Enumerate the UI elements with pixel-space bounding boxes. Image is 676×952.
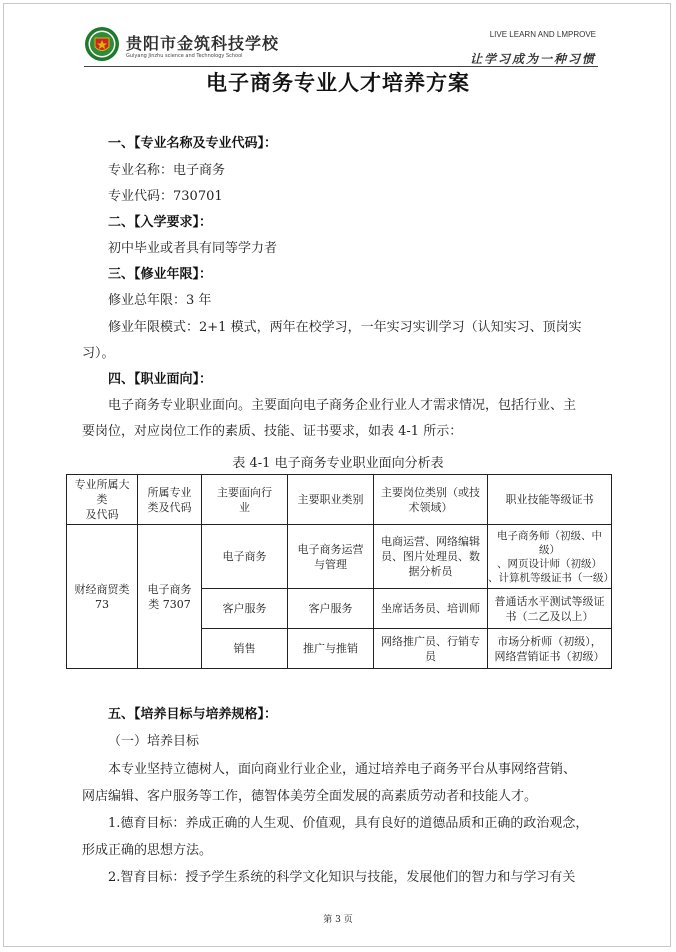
section-3-heading: 三、【修业年限】： [108,267,213,282]
cell-text: 员、图片处理员、数 [381,550,480,563]
cell-text: 员 [425,649,436,663]
header-cell: 职业技能等级证书 [488,475,612,525]
header-cell [67,475,138,525]
occupation-cell [288,525,374,589]
moral-goal-line-2: 形成正确的思想方法。 [82,843,213,858]
industry-cell: 电子商务 [202,525,288,589]
cell-text: 、计算机等级证书（一级） [488,571,614,584]
header-text: 主要岗位类别（或技 [381,485,480,499]
header-text: 所属专业 [147,485,192,499]
cell-text: 级） [539,543,560,556]
cell-text: 与管理 [314,557,347,571]
cell-text: 据分析员 [408,565,453,578]
table-row [67,525,612,589]
occupation-cell: 客户服务 [288,589,374,629]
header-cell [202,475,288,525]
header-cell [138,475,202,525]
goal-paragraph-line-1: 本专业坚持立德树人，面向商业行业企业，通过培养电子商务平台从事网络营销、 [108,762,577,777]
school-name-en: Guiyang Jinzhu science and Technology School [126,53,243,59]
career-table [66,474,612,669]
post-cell [374,525,488,589]
career-text-line-1: 电子商务专业职业面向。主要面向电子商务企业行业人才需求情况，包括行业、主 [108,398,577,413]
header-text: 主要面向行 [217,485,272,499]
cell-text: 普通话水平测试等级证 [494,594,605,608]
study-mode-line-1: 修业年限模式：2+1 模式，两年在校学习，一年实习实训学习（认知实习、顶岗实 [108,320,582,335]
major-class-cell [138,525,202,669]
section-1-heading: 一、【专业名称及专业代码】： [108,136,278,151]
study-mode-line-2: 习）。 [82,346,115,361]
table-header-row [67,475,612,525]
cell-text: 类 7307 [148,597,191,611]
major-name: 专业名称：电子商务 [108,163,226,178]
header-cell [374,475,488,525]
subsection-goal: （一）培养目标 [108,734,200,749]
certificate-cell [488,629,612,669]
school-logo-icon [84,26,120,62]
moral-goal-line-1: 1.德育目标：养成正确的人生观、价值观，具有良好的道德品质和正确的政治观念， [108,816,589,831]
header-text: 及代码 [85,508,119,521]
major-code: 专业代码：730701 [108,189,223,204]
cell-text: 网络营销证书（初级） [494,649,605,663]
industry-cell: 销售 [202,629,288,669]
school-name: 贵阳市金筑科技学校 [126,34,280,53]
certificate-cell [488,525,612,589]
cell-text: 电子商务 [147,582,192,596]
section-2-heading: 二、【入学要求】： [108,215,213,230]
cell-text: 书（二乙及以上） [505,609,594,623]
header-text: 类及代码 [147,500,192,514]
admission-text: 初中毕业或者具有同等学力者 [108,241,278,256]
cell-text: 电子商务师（初级、中 [497,529,602,542]
post-cell: 坐席话务员、培训师 [374,589,488,629]
post-cell [374,629,488,669]
cell-text: 73 [95,597,109,611]
page-number: 第 3 页 [323,915,353,925]
goal-paragraph-line-2: 网店编辑、客户服务等工作，德智体美劳全面发展的高素质劳动者和技能人才。 [82,789,538,804]
industry-cell: 客户服务 [202,589,288,629]
cell-text: 市场分析师（初级）， [497,634,602,648]
certificate-cell [488,589,612,629]
section-4-heading: 四、【职业面向】： [108,372,213,387]
cell-text: 电商运营、网络编辑 [381,535,480,548]
category-cell [67,525,138,669]
career-text-line-2: 要岗位，对应岗位工作的素质、技能、证书要求，如表 4-1 所示： [82,424,463,439]
header-text: 业 [239,500,250,514]
section-5-heading: 五、【培养目标与培养规格】： [108,707,278,722]
document-title: 电子商务专业人才培养方案 [206,71,470,95]
slogan-chinese: 让学习成为一种习惯 [469,52,596,66]
cell-text: 网络推广员、行销专 [381,634,480,648]
header-text: 专业所属大 [74,478,130,491]
study-years: 修业总年限：3 年 [108,293,212,308]
header-cell: 主要职业类别 [288,475,374,525]
table-caption: 表 4-1 电子商务专业职业面向分析表 [232,456,444,471]
slogan-english: LIVE LEARN AND LMPROVE [489,30,596,39]
intellectual-goal-line-1: 2.智育目标：授予学生系统的科学文化知识与技能，发展他们的智力和与学习有关 [108,870,576,885]
cell-text: 电子商务运营 [297,542,364,556]
cell-text: 、网页设计师（初级） [497,557,602,570]
cell-text: 财经商贸类 [74,582,130,596]
header-text: 类 [96,493,108,506]
header-text: 术领域） [408,500,453,514]
occupation-cell: 推广与推销 [288,629,374,669]
